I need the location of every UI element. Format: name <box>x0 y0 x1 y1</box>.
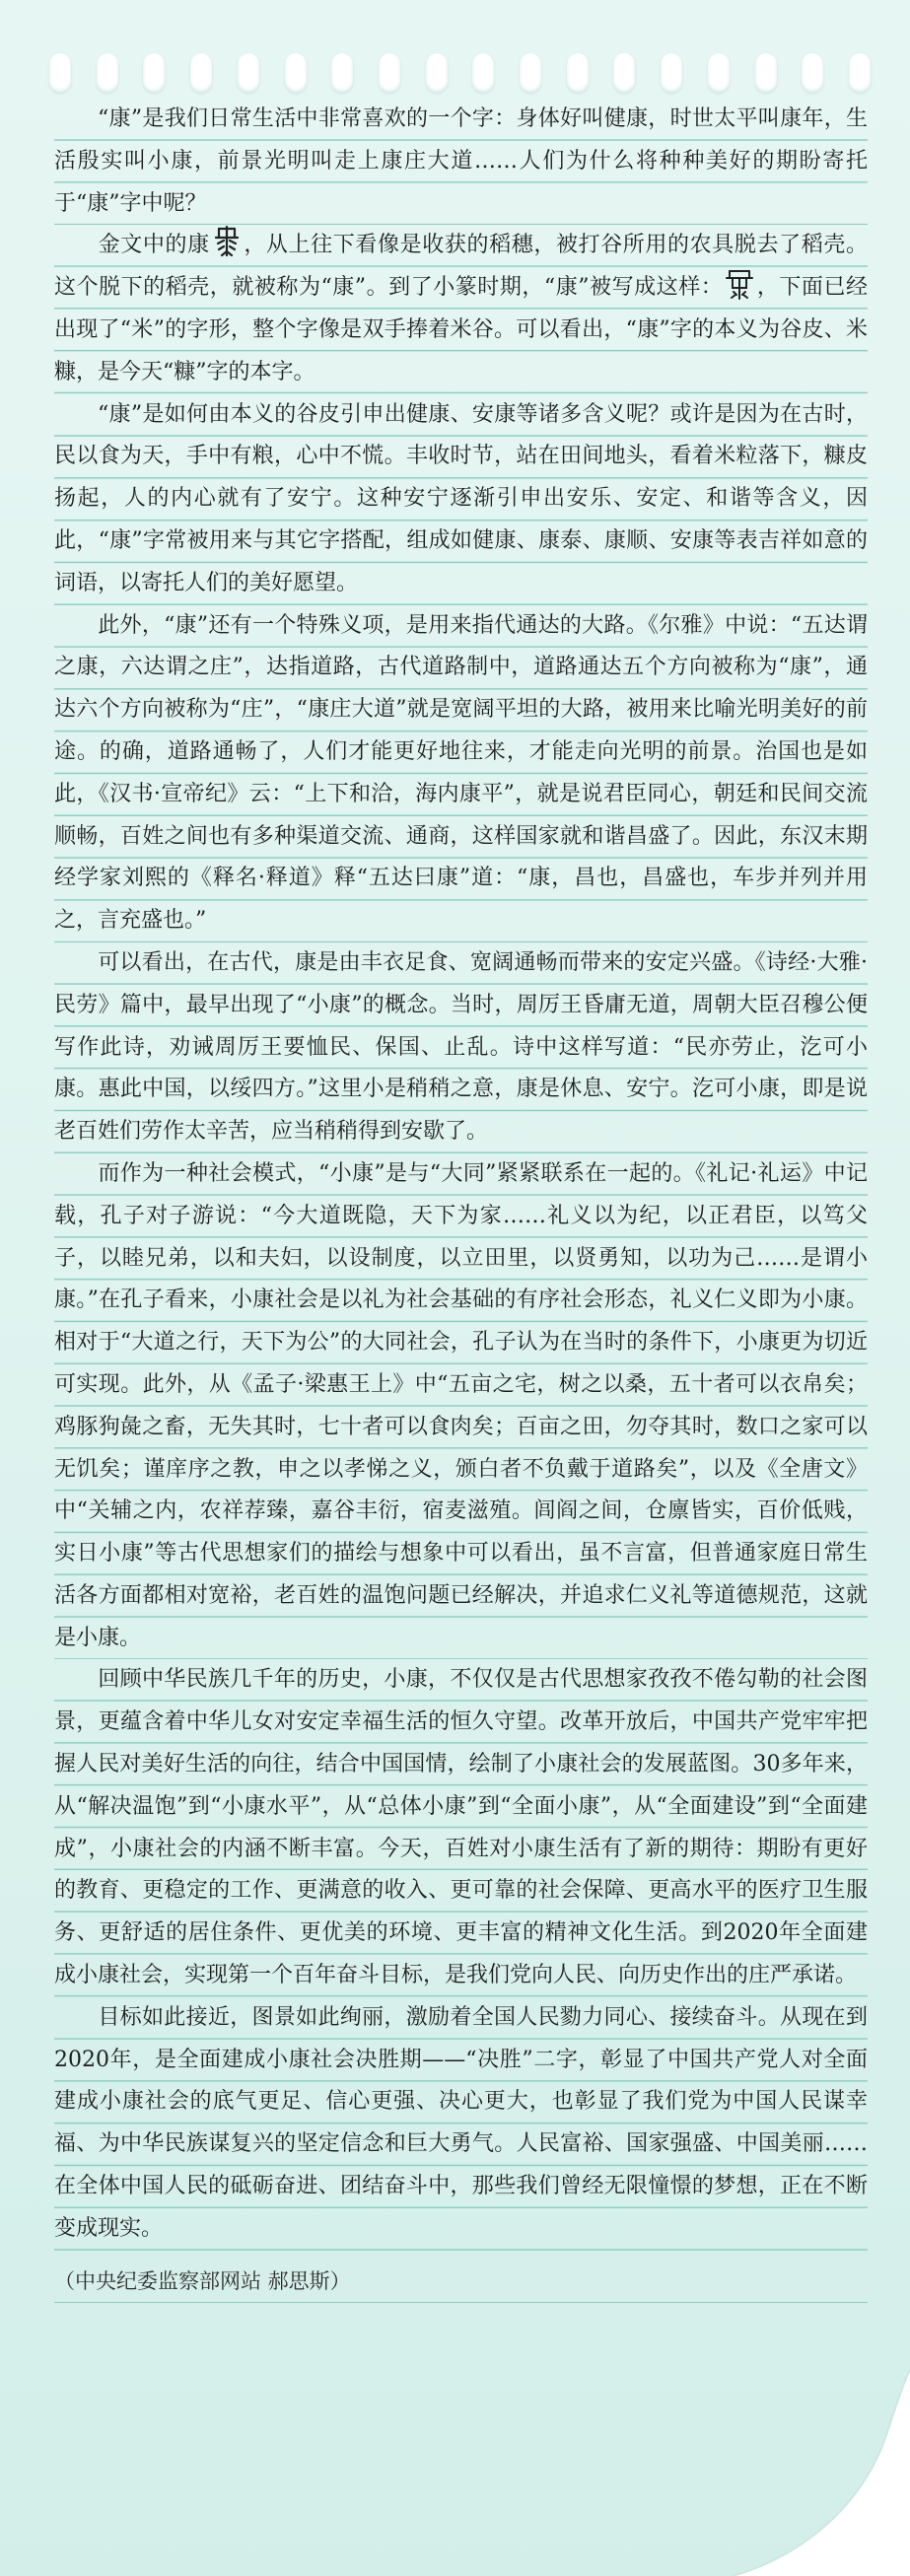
binder-hole <box>143 53 165 93</box>
binder-hole <box>238 53 259 93</box>
bronze-script-kang-glyph <box>210 226 244 257</box>
paragraph-society: 而作为一种社会模式，“小康”是与“大同”紧紧联系在一起的。《礼记·礼运》中记载，孔子对子游说：“今大道既隐，天下为家……礼义以为纪，以正君臣，以笃父子，以睦兄弟，以和夫妇，以设制度，以立田里，以贤勇知，以功为己……是谓小康。”在孔子看来，小康社会是以礼为社会基础的有序社会形态，礼义仁义即为小康。相对于“大道之行，天下为公”的大同社会，孔子认为在当时的条件下，小康更为切近可实现。此外，从《孟子·梁惠王上》中“五亩之宅，树之以桑，五十者可以衣帛矣；鸡豚狗彘之畜，无失其时，七十者可以食肉矣；百亩之田，勿夺其时，数口之家可以无饥矣；谨庠序之教，申之以孝悌之义，颁白者不负戴于道路矣”，以及《全唐文》中“关辅之内，农祥荐臻，嘉谷丰衍，宿麦滋殖。闾阎之间，仓廪皆实，百价低贱，实日小康”等古代思想家们的描绘与想象中可以看出，虽不言富，但普通家庭日常生活各方面都相对宽裕，老百姓的温饱问题已经解决，并追求仁义礼等道德规范，这就是小康。 <box>54 1153 868 1660</box>
paragraph-glyph-origin <box>54 225 868 393</box>
binder-hole <box>520 53 541 93</box>
binder-holes <box>49 53 871 93</box>
binder-hole <box>661 53 682 93</box>
seal-script-kang-glyph <box>723 268 756 300</box>
paragraph-history: 回顾中华民族几千年的历史，小康，不仅仅是古代思想家孜孜不倦勾勒的社会图景，更蕴含着中华儿女对安定幸福生活的恒久守望。改革开放后，中国共产党牢牢把握人民对美好生活的向往，结合中国国情，绘制了小康社会的发展蓝图。30多年来，从“解决温饱”到“小康水平”，从“总体小康”到“全面小康”，从“全面建设”到“全面建成”，小康社会的内涵不断丰富。今天，百姓对小康生活有了新的期待：期盼有更好的教育、更稳定的工作、更满意的收入、更可靠的社会保障、更高水平的医疗卫生服务、更舒适的居住条件、更优美的环境、更丰富的精神文化生活。到2020年全面建成小康社会，实现第一个百年奋斗目标，是我们党向人民、向历史作出的庄严承诺。 <box>54 1659 868 1996</box>
paragraph-text: ，从上往下看像是收获的稻穗，被打谷所用的农具脱去了稻壳。这个脱下的稻壳，就被称为“康”。到了小篆时期，“康”被写成这样： <box>54 233 868 301</box>
paragraph-road: 此外，“康”还有一个特殊义项，是用来指代通达的大路。《尔雅》中说：“五达谓之康，六达谓之庄”，达指道路，古代道路制中，道路通达五个方向被称为“康”，通达六个方向被称为“庄”，“康庄大道”就是宽阔平坦的大路，被用来比喻光明美好的前途。的确，道路通畅了，人们才能更好地往来，才能走向光明的前景。治国也是如此，《汉书·宣帝纪》云：“上下和洽，海内康平”，就是说君臣同心，朝廷和民间交流顺畅，百姓之间也有多种渠道交流、通商，这样国家就和谐昌盛了。因此，东汉末期经学家刘熙的《释名·释道》释“五达曰康”道：“康，昌也，昌盛也，车步并列并用之，言充盛也。” <box>54 605 868 942</box>
binder-hole <box>49 53 71 93</box>
binder-hole <box>708 53 730 93</box>
article-source: （中央纪委监察部网站 郝思斯） <box>54 2261 868 2303</box>
binder-hole <box>849 53 871 93</box>
binder-hole <box>379 53 400 93</box>
paragraph-meaning: “康”是如何由本义的谷皮引申出健康、安康等诸多含义呢？或许是因为在古时，民以食为天，手中有粮，心中不慌。丰收时节，站在田间地头，看着米粒落下，糠皮扬起，人的内心就有了安宁。这种安宁逐渐引申出安乐、安定、和谐等含义，因此，“康”字常被用来与其它字搭配，组成如健康、康泰、康顺、安康等表吉祥如意的词语，以寄托人们的美好愿望。 <box>54 394 868 605</box>
article-body <box>54 99 868 2303</box>
binder-hole <box>97 53 118 93</box>
binder-hole <box>331 53 353 93</box>
paragraph-text: ，下面已经出现了“米”的字形，整个字像是双手捧着米谷。可以看出，“康”字的本义为谷皮、米糠，是今天“糠”字的本字。 <box>54 275 868 384</box>
paragraph-intro: “康”是我们日常生活中非常喜欢的一个字：身体好叫健康，时世太平叫康年，生活殷实叫小康，前景光明叫走上康庄大道……人们为什么将种种美好的期盼寄托于“康”字中呢？ <box>54 99 868 225</box>
binder-hole <box>472 53 494 93</box>
binder-hole <box>802 53 823 93</box>
binder-hole <box>285 53 307 93</box>
page-curl-icon <box>673 2369 910 2576</box>
paragraph-shijing: 可以看出，在古代，康是由丰衣足食、宽阔通畅而带来的安定兴盛。《诗经·大雅·民劳》篇中，最早出现了“小康”的概念。当时，周厉王昏庸无道，周朝大臣召穆公便写作此诗，劝诫周厉王要恤民、保国、止乱。诗中这样写道：“民亦劳止，汔可小康。惠此中国，以绥四方。”这里小是稍稍之意，康是休息、安宁。汔可小康，即是说老百姓们劳作太辛苦，应当稍稍得到安歇了。 <box>54 942 868 1153</box>
paragraph-text: 金文中的康 <box>98 233 210 258</box>
binder-hole <box>190 53 212 93</box>
binder-hole <box>426 53 448 93</box>
binder-hole <box>567 53 589 93</box>
binder-hole <box>755 53 777 93</box>
binder-hole <box>613 53 635 93</box>
paragraph-goal: 目标如此接近，图景如此绚丽，激励着全国人民勠力同心、接续奋斗。从现在到2020年，是全面建成小康社会决胜期——“决胜”二字，彰显了中国共产党人对全面建成小康社会的底气更足、信心更强、决心更大，也彰显了我们党为中国人民谋幸福、为中华民族谋复兴的坚定信念和巨大勇气。人民富裕、国家强盛、中国美丽……在全体中国人民的砥砺奋进、团结奋斗中，那些我们曾经无限憧憬的梦想，正在不断变成现实。 <box>54 1997 868 2251</box>
